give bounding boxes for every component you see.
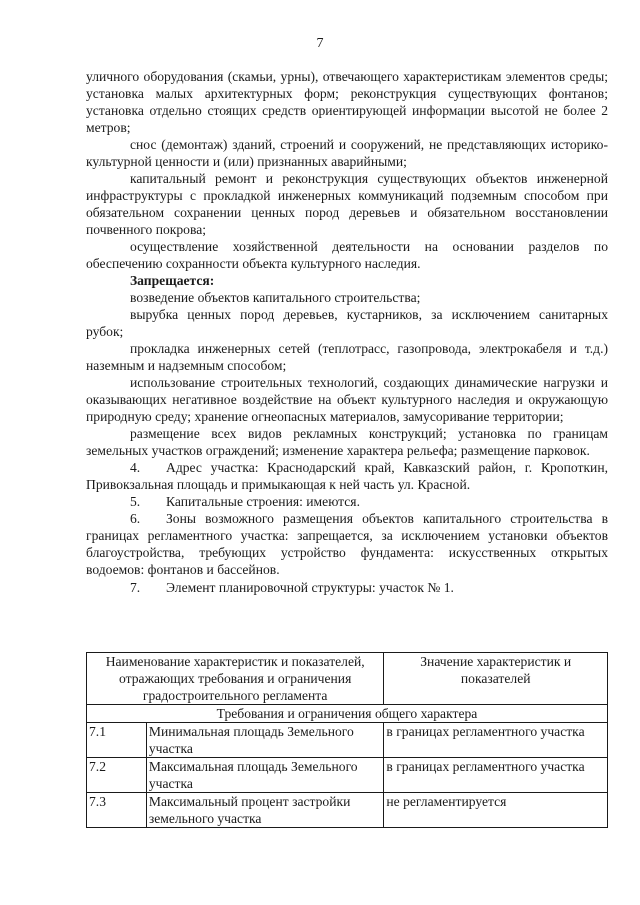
paragraph: снос (демонтаж) зданий, строений и сооружений, не представляющих историко-культурной ценности и (или) признанных аварийными; bbox=[86, 137, 608, 169]
regulation-table bbox=[86, 652, 608, 828]
item-text: Адрес участка: Краснодарский край, Кавказский район, г. Кропоткин, Привокзальная площадь и примыкающая к ней часть ул. Красной. bbox=[86, 460, 608, 492]
row-name: Максимальная площадь Земельного участка bbox=[146, 758, 384, 793]
numbered-item bbox=[86, 459, 608, 493]
item-text: Капитальные строения: имеются. bbox=[166, 494, 360, 509]
document-body bbox=[86, 68, 608, 596]
paragraph: размещение всех видов рекламных конструкций; установка по границам земельных участков ограждений; изменение характера рельефа; размещение парковок. bbox=[86, 426, 608, 458]
section-heading: Запрещается: bbox=[130, 273, 215, 288]
paragraph: прокладка инженерных сетей (теплотрасс, газопровода, электрокабеля и т.д.) наземным и надземным способом; bbox=[86, 341, 608, 373]
paragraph: уличного оборудования (скамьи, урны), отвечающего характеристикам элементов среды; установка малых архитектурных форм; реконструкция существующих фонтанов; установка отдельно стоящих средств ориентирующей информации высотой не более 2 метров; bbox=[86, 69, 608, 135]
paragraph: капитальный ремонт и реконструкция существующих объектов инженерной инфраструктуры с прокладкой инженерных коммуникаций подземным способом при обязательном сохранении ценных пород деревьев и обязательном восстановлении почвенного покрова; bbox=[86, 171, 608, 237]
row-code: 7.1 bbox=[87, 723, 147, 758]
paragraph: вырубка ценных пород деревьев, кустарников, за исключением санитарных рубок; bbox=[86, 307, 608, 339]
item-text: Зоны возможного размещения объектов капитального строительства в границах регламентного участка: запрещается, за исключением установки объектов благоустройства, требующих устройство фундамента: искусственных открытых водоемов: фонтанов и бассейнов. bbox=[86, 511, 608, 577]
section-title: Требования и ограничения общего характера bbox=[87, 705, 608, 723]
numbered-item bbox=[86, 510, 608, 578]
header-left: Наименование характеристик и показателей, отражающих требования и ограничения градостроительного регламента bbox=[87, 653, 384, 705]
numbered-item bbox=[86, 493, 608, 510]
table-section-row bbox=[87, 705, 608, 723]
row-value: не регламентируется bbox=[384, 793, 608, 828]
numbered-item bbox=[86, 579, 608, 596]
page-number: 7 bbox=[316, 36, 324, 51]
row-code: 7.3 bbox=[87, 793, 147, 828]
table-row bbox=[87, 723, 608, 758]
item-text: Элемент планировочной структуры: участок № 1. bbox=[166, 580, 454, 595]
paragraph: осуществление хозяйственной деятельности на основании разделов по обеспечению сохранности объекта культурного наследия. bbox=[86, 239, 608, 271]
item-number: 7. bbox=[130, 580, 141, 595]
item-number: 4. bbox=[130, 460, 141, 475]
item-number: 6. bbox=[130, 511, 141, 526]
paragraph: использование строительных технологий, создающих динамические нагрузки и оказывающих негативное воздействие на объект культурного наследия и окружающую природную среду; хранение огнеопасных материалов, замусоривание территории; bbox=[86, 375, 608, 424]
table-row bbox=[87, 793, 608, 828]
table-header-row bbox=[87, 653, 608, 705]
row-value: в границах регламентного участка bbox=[384, 758, 608, 793]
row-code: 7.2 bbox=[87, 758, 147, 793]
row-value: в границах регламентного участка bbox=[384, 723, 608, 758]
item-number: 5. bbox=[130, 494, 141, 509]
paragraph: возведение объектов капитального строительства; bbox=[130, 290, 421, 305]
row-name: Минимальная площадь Земельного участка bbox=[146, 723, 384, 758]
table-row bbox=[87, 758, 608, 793]
header-right: Значение характеристик и показателей bbox=[384, 653, 608, 705]
row-name: Максимальный процент застройки земельного участка bbox=[146, 793, 384, 828]
